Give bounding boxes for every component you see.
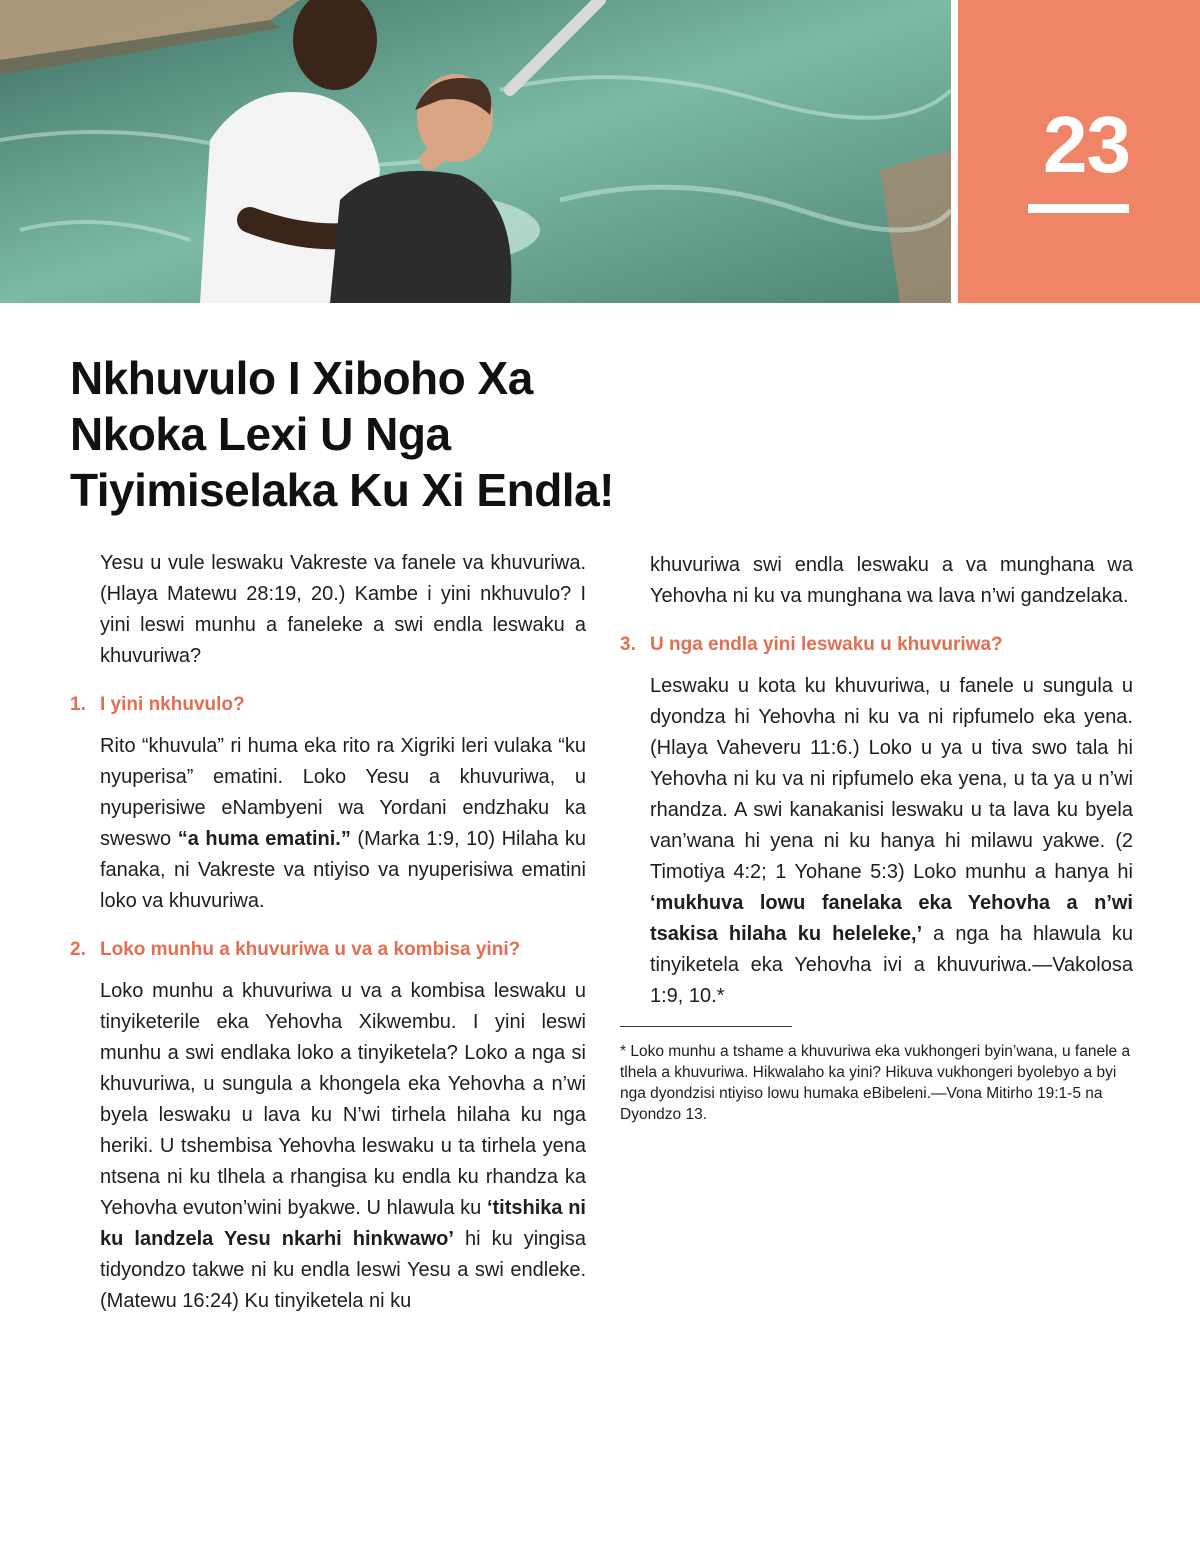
q3-text-before: Leswaku u kota ku khuvuriwa, u fanele u sungula u dyondza hi Yehovha ni ku va ni ripfumelo eka yena. (Hlaya Vaheveru 11:6.) Loko u ya u tiva swo tala hi Yehovha ni ku va ni ripfumelo eka yena, u ta ya u n’wi rhandza. A swi kanakanisi leswaku u ta lava ku byela van’wana hi yena ni ku hanya hi milawu yakwe. (2 Timotiya 4:2; 1 Yohane 5:3) Loko munhu a hanya hi [650,675,1133,883]
intro-paragraph: Yesu u vule leswaku Vakreste va fanele va khuvuriwa. (Hlaya Matewu 28:19, 20.) Kambe i yini nkhuvulo? I yini leswi munhu a faneleke a swi endla leswaku a khuvuriwa? [100,552,586,667]
q2-text-after: hi ku yingisa tidyondzo takwe ni ku endla leswi Yesu a swi endleke. (Matewu 16:24) Ku tinyiketela ni ku [100,1228,586,1312]
question-2-heading [70,935,586,964]
q2-bold-quote: ‘titshika ni ku landzela Yesu nkarhi hinkwawo’ [100,1197,586,1250]
lesson-title [70,350,730,518]
question-2-text: Loko munhu a khuvuriwa u va a kombisa yini? [100,939,521,960]
question-2-number: 2. [70,939,86,960]
q1-text-before: Rito “khuvula” ri huma eka rito ra Xigriki leri vulaka “ku nyuperisa” ematini. Loko Yesu a khuvuriwa, u nyuperisiwe eNambyeni wa Yordani endzhaku ka sweswo [100,735,586,850]
lesson-number-box [958,0,1200,303]
q3-bold-quote: ‘mukhuva lowu fanelaka eka Yehovha a n’wi tsakisa hilaha ku heleleke,’ [650,892,1133,945]
q1-bold-quote: “a huma ematini.” [177,828,351,850]
left-column [70,548,586,1335]
lesson-number-rule [1028,204,1129,213]
question-3-heading [620,630,1133,659]
footnote-divider [620,1026,792,1027]
question-2-answer [70,976,586,1317]
question-2-answer-continued: khuvuriwa swi endla leswaku a va munghana wa Yehovha ni ku va munghana wa lava n’wi gandzelaka. [650,554,1133,607]
question-1-number: 1. [70,694,86,715]
question-1-answer [70,731,586,917]
question-1-heading [70,690,586,719]
lesson-number: 23 [1043,100,1130,189]
title-line-3: Tiyimiselaka Ku Xi Endla! [70,464,614,516]
question-1-text: I yini nkhuvulo? [100,694,245,715]
title-line-2: Nkoka Lexi U Nga [70,408,451,460]
question-3-answer [620,671,1133,1012]
photo-illustration [0,0,951,303]
footnote: * Loko munhu a tshame a khuvuriwa eka vukhongeri byin’wana, u fanele a tlhela a khuvuriwa. Hikwalaho ka yini? Hikuva vukhongeri byolebyo a byi nga dyondzisi ntiyiso lowu humaka eBibeleni.—Vona Mitirho 19:1-5 na Dyondzo 13. [620,1043,1131,1123]
q3-text-after: a nga ha hlawula ku tinyiketela eka Yehovha ivi a khuvuriwa.—Vakolosa 1:9, 10.* [650,923,1133,1007]
question-3-number: 3. [620,634,636,655]
right-column [620,550,1133,1125]
question-3-text: U nga endla yini leswaku u khuvuriwa? [650,634,1003,655]
q2-text-before: Loko munhu a khuvuriwa u va a kombisa leswaku u tinyiketerile eka Yehovha Xikwembu. I yini leswi munhu a swi endlaka loko a tinyiketela? Loko a nga si khuvuriwa, u sungula a khongela eka Yehovha a n’wi byela leswaku u lava ku N’wi tirhela hilaha ku nga heriki. U tshembisa Yehovha leswaku u ta tirhela yena ntsena ni ku tlhela a rhangisa ku endla ku rhandza ka Yehovha evuton’wini byakwe. U hlawula ku [100,980,586,1219]
baptism-photo [0,0,951,303]
title-line-1: Nkhuvulo I Xiboho Xa [70,352,533,404]
q1-text-after: (Marka 1:9, 10) Hilaha ku fanaka, ni Vakreste va ntiyiso va nyuperisiwa ematini loko va khuvuriwa. [100,828,586,912]
